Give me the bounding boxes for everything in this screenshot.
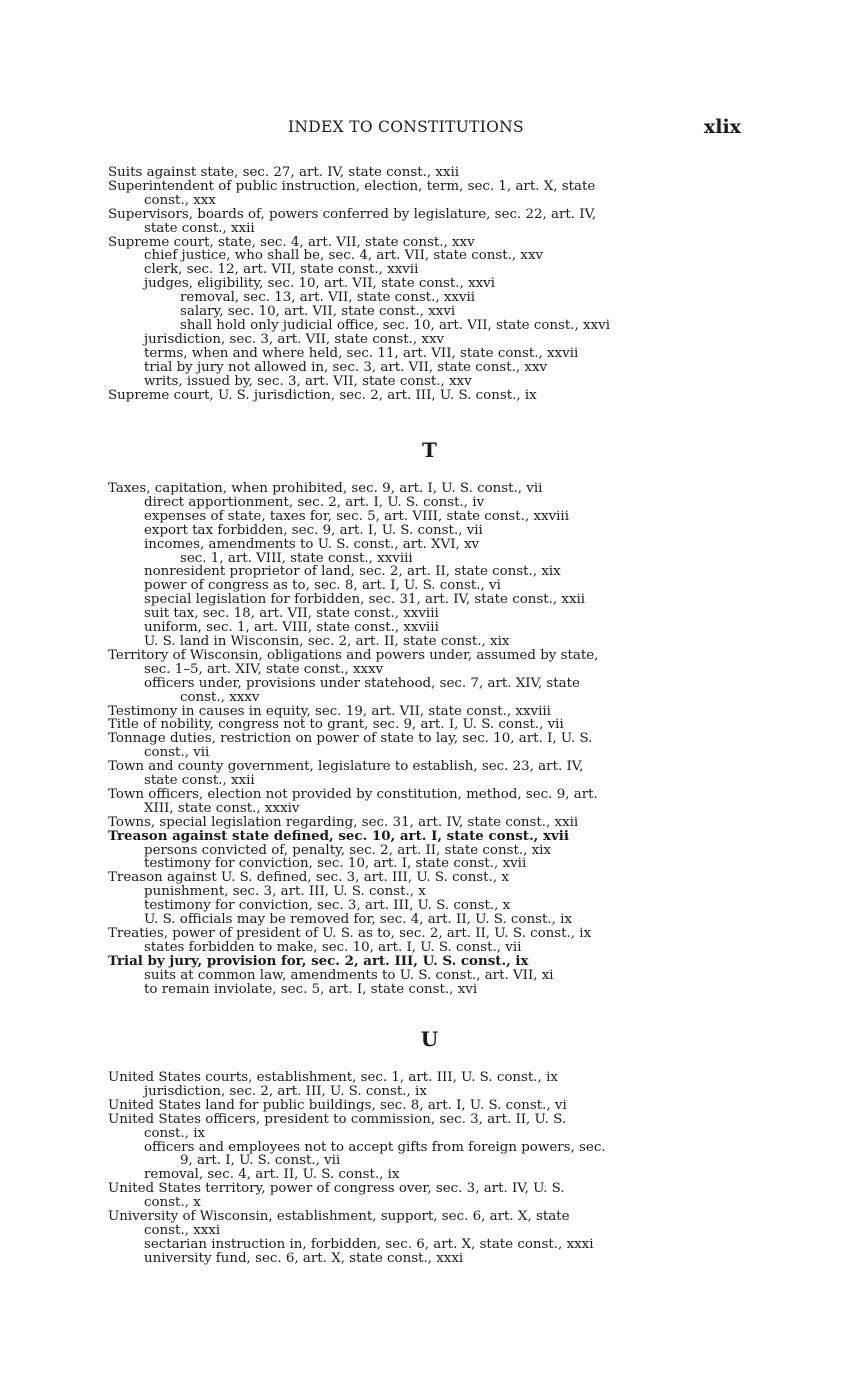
index-entry-line: state const., xxii [144, 773, 255, 789]
index-entry [108, 899, 740, 913]
index-entry-line: removal, sec. 13, art. VII, state const., xxvii [180, 290, 476, 306]
index-entry-line: const., x [144, 1195, 201, 1211]
index-entry [108, 361, 740, 375]
index-entry-line: sectarian instruction in, forbidden, sec. 6, art. X, state const., xxxi [144, 1236, 594, 1252]
index-entry-line: sec. 1–5, art. XIV, state const., xxxv [144, 661, 384, 677]
index-section-u [108, 1071, 740, 1266]
index-entry [108, 319, 740, 333]
index-entry-line: Supreme court, state, sec. 4, art. VII, state const., xxv [108, 234, 475, 250]
index-entry [108, 208, 740, 236]
index-entry-line: University of Wisconsin, establishment, support, sec. 6, art. X, state [108, 1209, 570, 1225]
index-entry-line: suit tax, sec. 18, art. VII, state const., xxviii [144, 606, 439, 622]
index-entry [108, 677, 740, 705]
index-entry-line: Supreme court, U. S. jurisdiction, sec. 2, art. III, U. S. const., ix [108, 387, 537, 403]
index-entry [108, 844, 740, 858]
index-entry-line: U. S. officials may be removed for, sec. 4, art. II, U. S. const., ix [144, 912, 572, 928]
index-entry-line: states forbidden to make, sec. 10, art. I, U. S. const., vii [144, 939, 522, 955]
index-entry [108, 579, 740, 593]
index-entry-line: expenses of state, taxes for, sec. 5, art. VIII, state const., xxviii [144, 508, 569, 524]
index-entry-line: nonresident proprietor of land, sec. 2, art. II, state const., xix [144, 564, 561, 580]
index-entry [108, 496, 740, 510]
index-entry [108, 913, 740, 927]
index-entry-line: const., xxx [144, 192, 216, 208]
index-entry [108, 375, 740, 389]
index-entry [108, 1210, 740, 1238]
index-entry-line: United States territory, power of congress over, sec. 3, art. IV, U. S. [108, 1181, 565, 1197]
section-letter-u: U [420, 1027, 439, 1051]
index-entry [108, 760, 740, 788]
index-entry [108, 1141, 740, 1169]
index-entry [108, 649, 740, 677]
index-entry-line: jurisdiction, sec. 3, art. VII, state const., xxv [144, 331, 445, 347]
index-entry-line: const., ix [144, 1125, 206, 1141]
index-entry-line: writs, issued by, sec. 3, art. VII, state const., xxv [144, 373, 472, 389]
index-entry [108, 885, 740, 899]
index-entry-line: officers and employees not to accept gifts from foreign powers, sec. [144, 1139, 606, 1155]
index-entry [108, 1071, 740, 1085]
index-entry [108, 593, 740, 607]
index-entry [108, 389, 740, 403]
index-entry [108, 166, 740, 180]
index-entry [108, 347, 740, 361]
index-entry-line: shall hold only judicial office, sec. 10, art. VII, state const., xxvi [180, 317, 610, 333]
index-entry-line: direct apportionment, sec. 2, art. I, U. S. const., iv [144, 494, 485, 510]
index-entry-line: Treaties, power of president of U. S. as to, sec. 2, art. II, U. S. const., ix [108, 926, 592, 941]
index-entry-line: testimony for conviction, sec. 3, art. III, U. S. const., x [144, 898, 511, 914]
index-entry-line: university fund, sec. 6, art. X, state const., xxxi [144, 1250, 464, 1266]
index-entry-line: const., xxxv [180, 689, 260, 705]
index-entry-line: United States officers, president to commission, sec. 3, art. II, U. S. [108, 1111, 567, 1127]
index-entry [108, 607, 740, 621]
index-entry-line: punishment, sec. 3, art. III, U. S. const., x [144, 884, 426, 900]
index-entry-line: officers under, provisions under statehood, sec. 7, art. XIV, state [144, 675, 580, 691]
index-entry-line: Towns, special legislation regarding, sec. 31, art. IV, state const., xxii [108, 814, 579, 830]
index-entry-line: incomes, amendments to U. S. const., art. XVI, xv [144, 536, 480, 552]
index-section-t [108, 482, 740, 997]
index-entry-line: Treason against state defined, sec. 10, art. I, state const., xvii [108, 827, 569, 844]
index-entry-line: Title of nobility, congress not to grant, sec. 9, art. I, U. S. const., vii [108, 717, 564, 733]
running-head [0, 116, 859, 140]
index-entry [108, 871, 740, 885]
index-entry [108, 249, 740, 263]
index-entry-line: 9, art. I, U. S. const., vii [180, 1153, 341, 1169]
index-entry [108, 952, 740, 969]
index-entry-line: Taxes, capitation, when prohibited, sec. 9, art. I, U. S. const., vii [108, 481, 543, 496]
index-entry-line: testimony for conviction, sec. 10, art. I, state const., xvii [144, 856, 527, 872]
index-entry-line: Town and county government, legislature to establish, sec. 23, art. IV, [108, 759, 584, 775]
index-entry [108, 1168, 740, 1182]
index-entry [108, 827, 740, 844]
index-entry [108, 333, 740, 347]
index-entry-line: Territory of Wisconsin, obligations and powers under, assumed by state, [108, 647, 599, 663]
index-entry-line: persons convicted of, penalty, sec. 2, art. II, state const., xix [144, 842, 551, 858]
index-entry-line: export tax forbidden, sec. 9, art. I, U. S. const., vii [144, 522, 483, 538]
index-entry-line: state const., xxii [144, 220, 255, 236]
index-entry [108, 1238, 740, 1252]
index-entry-line: judges, eligibility, sec. 10, art. VII, state const., xxvi [144, 276, 496, 292]
index-entry [108, 983, 740, 997]
index-entry [108, 705, 740, 719]
index-entry-line: XIII, state const., xxxiv [144, 800, 300, 816]
index-entry-line: removal, sec. 4, art. II, U. S. const., ix [144, 1167, 400, 1183]
index-entry-line: sec. 1, art. VIII, state const., xxviii [180, 550, 413, 566]
index-entry-line: jurisdiction, sec. 2, art. III, U. S. const., ix [144, 1083, 427, 1099]
index-entry-line: U. S. land in Wisconsin, sec. 2, art. II, state const., xix [144, 633, 510, 649]
index-entry [108, 718, 740, 732]
index-entry-line: Tonnage duties, restriction on power of state to lay, sec. 10, art. I, U. S. [108, 731, 593, 747]
index-entry [108, 180, 740, 208]
index-entry-line: Trial by jury, provision for, sec. 2, art. III, U. S. const., ix [108, 952, 529, 969]
index-entry-line: to remain inviolate, sec. 5, art. I, state const., xvi [144, 981, 478, 997]
index-entry-line: suits at common law, amendments to U. S. const., art. VII, xi [144, 967, 554, 983]
index-entry-line: salary, sec. 10, art. VII, state const., xxvi [180, 304, 456, 320]
index-entry [108, 538, 740, 566]
index-entry [108, 927, 740, 941]
index-section-s [108, 166, 740, 402]
index-entry-line: Superintendent of public instruction, election, term, sec. 1, art. X, state [108, 178, 596, 194]
index-entry-line: special legislation for forbidden, sec. 31, art. IV, state const., xxii [144, 592, 586, 608]
index-entry [108, 1182, 740, 1210]
index-entry-line: clerk, sec. 12, art. VII, state const., xxvii [144, 262, 419, 278]
running-title: INDEX TO CONSTITUTIONS [288, 118, 524, 136]
index-entry-line: const., xxxi [144, 1222, 221, 1238]
index-entry-line: Testimony in causes in equity, sec. 19, art. VII, state const., xxviii [108, 703, 551, 719]
index-entry [108, 482, 740, 496]
index-entry-line: United States courts, establishment, sec. 1, art. III, U. S. const., ix [108, 1070, 558, 1085]
index-entry [108, 263, 740, 277]
index-entry-line: Suits against state, sec. 27, art. IV, state const., xxii [108, 165, 460, 180]
index-entry-line: Supervisors, boards of, powers conferred by legislature, sec. 22, art. IV, [108, 206, 597, 222]
index-entry [108, 524, 740, 538]
index-entry [108, 291, 740, 305]
index-entry-line: Treason against U. S. defined, sec. 3, art. III, U. S. const., x [108, 870, 509, 886]
index-entry-line: chief justice, who shall be, sec. 4, art. VII, state const., xxv [144, 248, 544, 264]
index-entry-line: Town officers, election not provided by constitution, method, sec. 9, art. [108, 786, 598, 802]
index-entry-line: terms, when and where held, sec. 11, art. VII, state const., xxvii [144, 345, 579, 361]
index-entry-line: United States land for public buildings, sec. 8, art. I, U. S. const., vi [108, 1097, 567, 1113]
section-letter-t: T [422, 438, 437, 462]
index-entry [108, 1113, 740, 1141]
index-entry [108, 1085, 740, 1099]
index-entry [108, 236, 740, 250]
index-entry [108, 635, 740, 649]
page-number: xlix [703, 116, 741, 138]
index-entry [108, 305, 740, 319]
index-entry-line: trial by jury not allowed in, sec. 3, art. VII, state const., xxv [144, 359, 548, 375]
index-entry [108, 969, 740, 983]
index-entry-line: uniform, sec. 1, art. VIII, state const., xxviii [144, 620, 439, 636]
index-entry [108, 857, 740, 871]
index-entry [108, 277, 740, 291]
index-entry [108, 1099, 740, 1113]
index-entry [108, 621, 740, 635]
index-entry [108, 565, 740, 579]
index-entry [108, 510, 740, 524]
index-entry [108, 788, 740, 816]
index-entry [108, 1252, 740, 1266]
index-entry-line: const., vii [144, 745, 210, 761]
index-entry-line: power of congress as to, sec. 8, art. I, U. S. const., vi [144, 578, 501, 594]
index-entry [108, 732, 740, 760]
